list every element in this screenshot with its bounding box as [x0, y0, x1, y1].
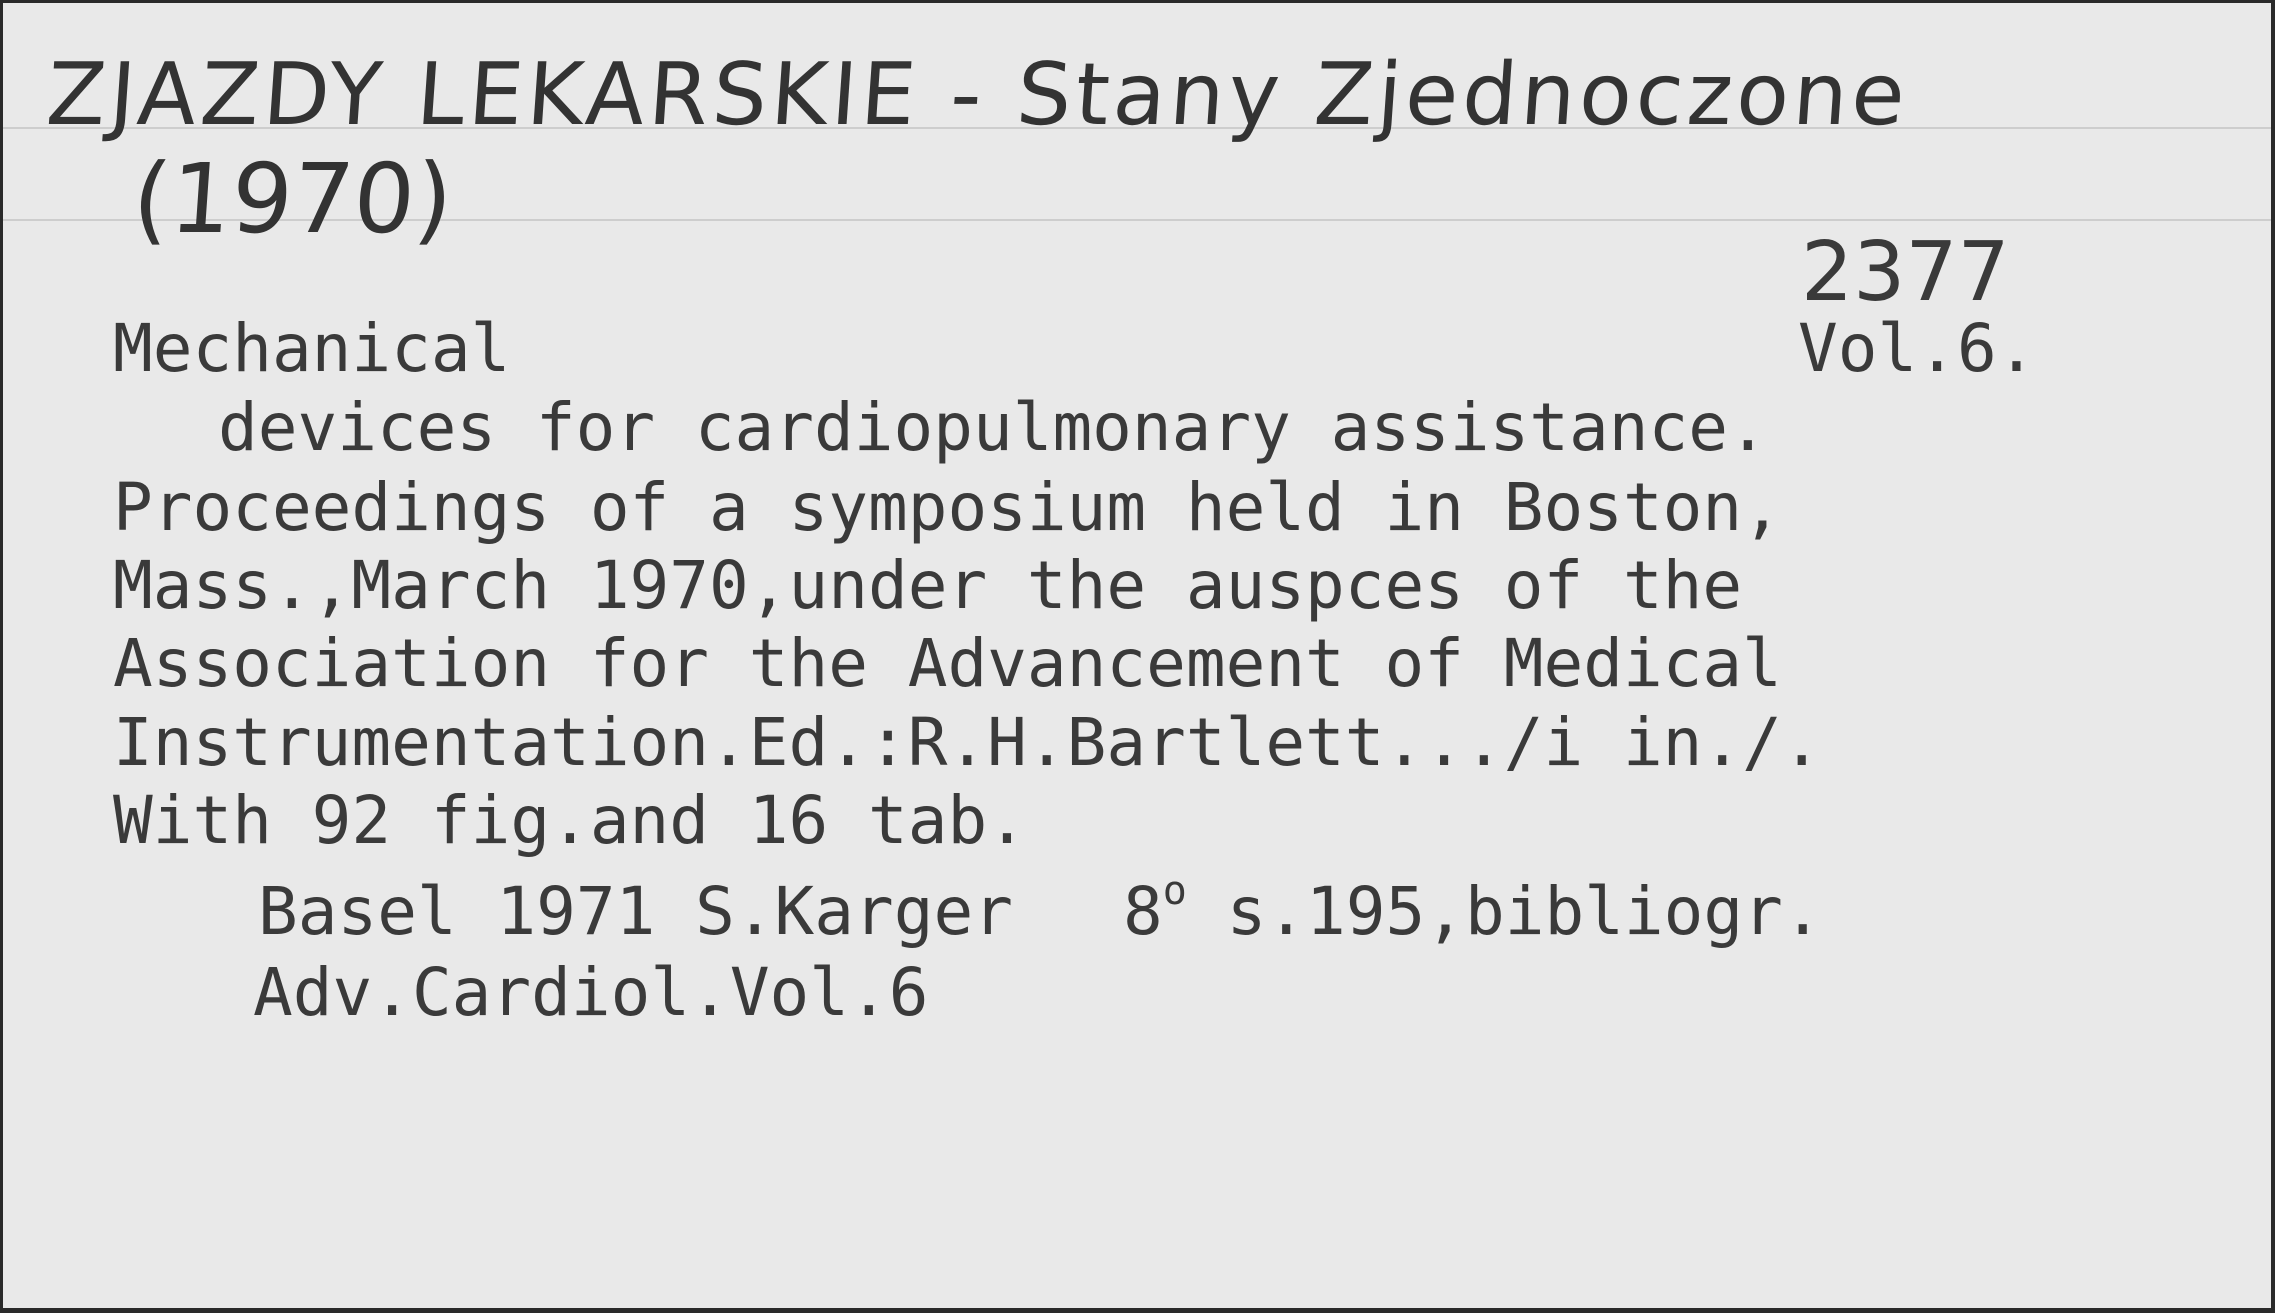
- call-number: 2377: [1801, 225, 2010, 320]
- imprint-pages: s.195,bibliogr.: [1226, 873, 1823, 950]
- description-line: Proceedings of a symposium held in Boston,: [113, 469, 1782, 546]
- imprint-format-degree: o: [1162, 868, 1187, 914]
- imprint-format: 8: [1122, 873, 1163, 950]
- volume-label: Vol.6.: [1798, 310, 2037, 387]
- subject-heading: ZJAZDY LEKARSKIE - Stany Zjednoczone: [43, 45, 1913, 145]
- description-line: Association for the Advancement of Medical: [113, 625, 1782, 702]
- description-line: Instrumentation.Ed.:R.H.Bartlett.../i in./.: [113, 704, 1822, 781]
- description-line: With 92 fig.and 16 tab.: [113, 782, 1027, 859]
- imprint-place-publisher: Basel 1971 S.Karger: [258, 873, 1013, 950]
- description-line: Mass.,March 1970,under the auspces of the: [113, 547, 1743, 624]
- series-note: Adv.Cardiol.Vol.6: [253, 954, 929, 1031]
- imprint-line: [258, 868, 1823, 950]
- title-first-word: Mechanical: [113, 310, 511, 387]
- subject-heading-year: (1970): [129, 143, 457, 255]
- description-line: devices for cardiopulmonary assistance.: [218, 389, 1768, 466]
